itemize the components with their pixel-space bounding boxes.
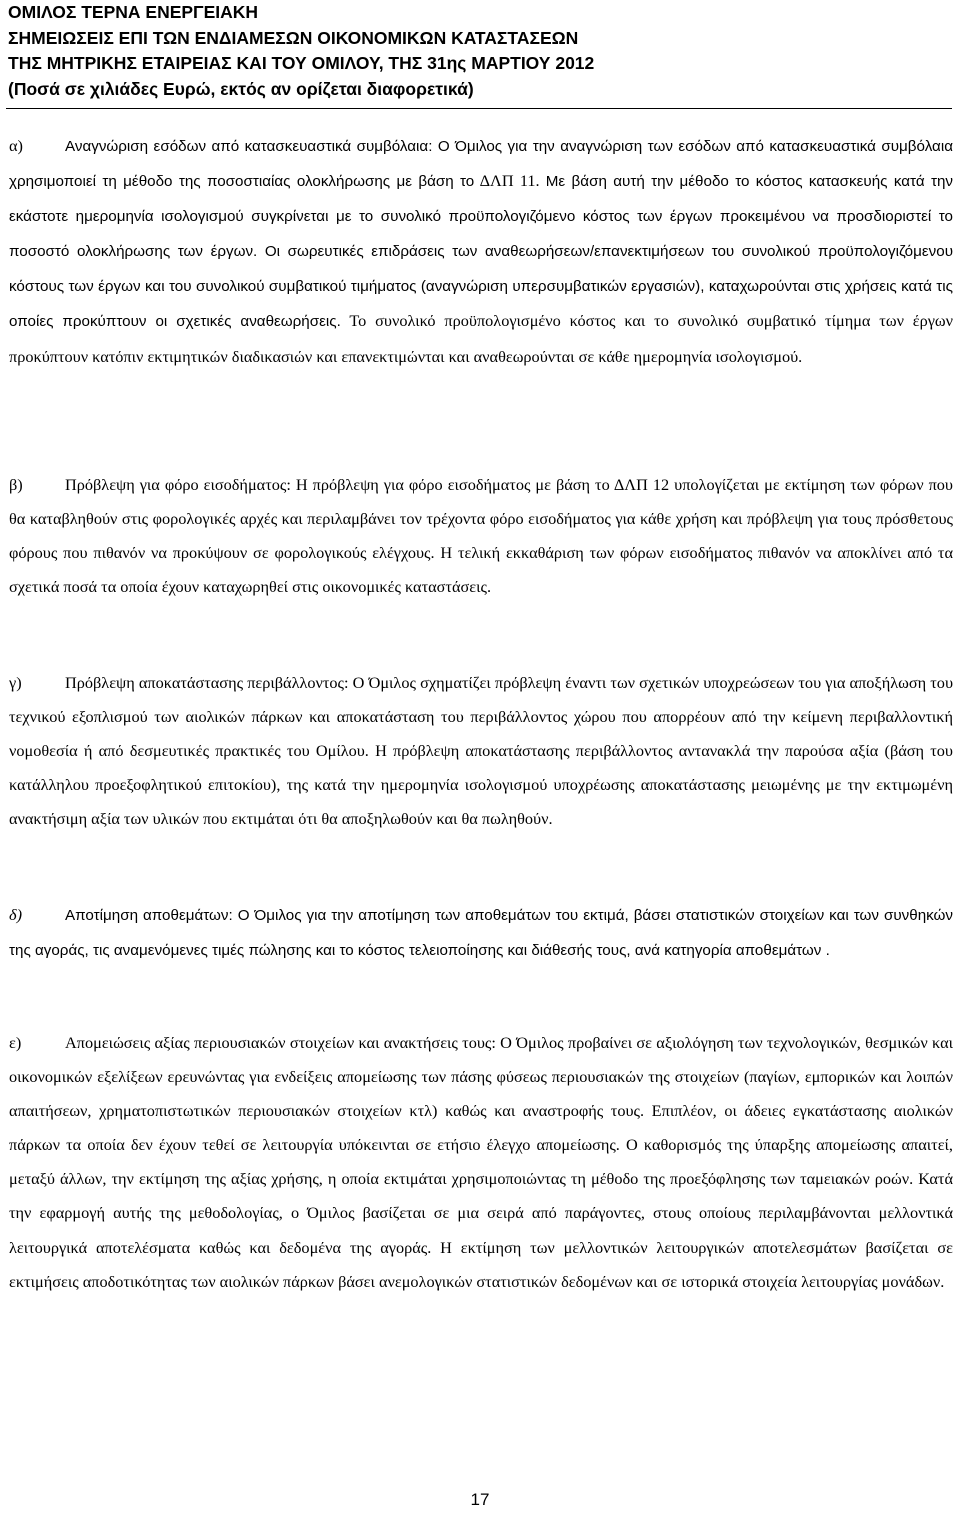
section-c-paragraph: [9, 666, 953, 836]
section-a-label: α): [9, 136, 23, 155]
section-a-text-part1: Αναγνώριση εσόδων από κατασκευαστικά συμβόλαια: Ο Όμιλος για την αναγνώριση των εσόδων από κατασκευαστικά συμβόλαια χρησιμοποιεί τη μέθοδο της ποσοστιαίας ολοκλήρωσης με βάση το: [9, 138, 953, 191]
header-divider: [6, 108, 952, 109]
document-header: [8, 0, 948, 102]
section-c-label: γ): [9, 673, 22, 692]
section-b-label: β): [9, 475, 23, 494]
section-e: [9, 1026, 953, 1299]
section-e-paragraph: [9, 1026, 953, 1299]
section-a-text-part2: ΔΛΠ 11.: [474, 171, 546, 191]
section-e-text: Απομειώσεις αξίας περιουσιακών στοιχείων και ανακτήσεις τους: Ο Όμιλος προβαίνει σε αξιολόγηση των τεχνολογικών, θεσμικών και οικονομικών εξελίξεων ερευνώντας για ενδείξεις απομείωσης των πάσης φύσεως περιουσιακών της στοιχείων (παγίων, εμπορικών και λοιπών απαιτήσεων, χρηματοπιστωτικών περιουσιακών στοιχείων κτλ) καθώς και αναστροφής τους. Επιπλέον, οι άδειες εγκατάστασης αιολικών πάρκων τα οποία δεν έχουν τεθεί σε λειτουργία υπόκεινται σε ετήσιο έλεγχο απομείωσης. Ο καθορισμός της ύπαρξης απομείωσης απαιτεί, μεταξύ άλλων, την εκτίμηση της αξίας χρήσης, η οποία εκτιμάται χρησιμοποιώντας τη μέθοδο της προεξόφλησης των ταμειακών ροών. Κατά την εφαρμογή αυτής της μεθοδολογίας, ο Όμιλος βασίζεται σε μια σειρά από παράγοντες, στους οποίους περιλαμβάνονται μελλοντικά λειτουργικά αποτελέσματα καθώς και δεδομένα της αγοράς. Η εκτίμηση των μελλοντικών λειτουργικών αποτελεσμάτων βασίζεται σε εκτιμήσεις αποδοτικότητας των αιολικών πάρκων βάσει ανεμολογικών στατιστικών δεδομένων και σε ιστορικά στοιχεία λειτουργίας μονάδων.: [9, 1033, 953, 1291]
section-d: [9, 898, 953, 968]
section-a: [9, 129, 953, 374]
page-number: 17: [470, 1490, 490, 1509]
section-a-text-part3: Με βάση αυτή την μέθοδο το κόστος κατασκευής κατά την εκάστοτε ημερομηνία ισολογισμού συγκρίνεται με το συνολικό προϋπολογιζόμενο κόστος των έργων προκειμένου να προσδιοριστεί το ποσοστό ολοκλήρωσης των έργων. Οι σωρευτικές επιδράσεις των αναθεωρήσεων/επανεκτιμήσεων του συνολικού προϋπολογιζόμενου κόστους των έργων και του συνολικού συμβατικού τιμήματος (αναγνώριση υπερσυμβατικών εργασιών), καταχωρούνται στις χρήσεις κατά τις οποίες προκύπτουν οι σχετικές αναθεωρήσεις.: [9, 173, 954, 331]
section-e-label: ε): [9, 1033, 22, 1052]
section-d-text: Αποτίμηση αποθεμάτων: Ο Όμιλος για την αποτίμηση των αποθεμάτων του εκτιμά, βάσει στατιστικών στοιχείων και των συνθηκών της αγοράς, τις αναμενόμενες τιμές πώλησης και το κόστος τελειοποίησης και διάθεσής τους, ανά κατηγορία αποθεμάτων .: [9, 907, 953, 960]
amounts-note: (Ποσά σε χιλιάδες Ευρώ, εκτός αν ορίζεται διαφορετικά): [8, 78, 474, 99]
section-c-text: Πρόβλεψη αποκατάστασης περιβάλλοντος: Ο Όμιλος σχηματίζει πρόβλεψη έναντι των σχετικών υποχρεώσεων του για αποξήλωση του τεχνικού εξοπλισμού των αιολικών πάρκων και αποκατάσταση του περιβάλλοντος χώρου που απορρέουν από την κείμενη περιβαλλοντική νομοθεσία ή από δεσμευτικές πρακτικές του Ομίλου. Η πρόβλεψη αποκατάστασης περιβάλλοντος αντανακλά την παρούσα αξία (βάση του κατάλληλου προεξοφλητικού επιτοκίου), της κατά την ημερομηνία ισολογισμού υποχρέωσης αποκατάστασης μειωμένης με την εκτιμωμένη ανακτήσιμη αξία των υλικών που εκτιμάται ότι θα αποξηλωθούν και θα πωληθούν.: [9, 673, 953, 829]
section-b-paragraph: [9, 468, 953, 604]
document-title: ΣΗΜΕΙΩΣΕΙΣ ΕΠΙ ΤΩΝ ΕΝΔΙΑΜΕΣΩΝ ΟΙΚΟΝΟΜΙΚΩΝ ΚΑΤΑΣΤΑΣΕΩΝ: [8, 27, 579, 48]
section-b: [9, 468, 953, 604]
section-a-paragraph: [9, 129, 953, 374]
company-name: ΟΜΙΛΟΣ ΤΕΡΝΑ ΕΝΕΡΓΕΙΑΚΗ: [8, 2, 259, 22]
section-a-text-part4: Το συνολικό προϋπολογισμένο κόστος και το συνολικό συμβατικό τίμημα των έργων προκύπτουν κατόπιν εκτιμητικών διαδικασιών και επανεκτιμώνται και αναθεωρούνται σε κάθε ημερομηνία ισολογισμού.: [9, 311, 953, 366]
section-d-label: δ): [9, 905, 22, 924]
section-b-text: Πρόβλεψη για φόρο εισοδήματος: Η πρόβλεψη για φόρο εισοδήματος με βάση το ΔΛΠ 12 υπολογίζεται με εκτίμηση των φόρων που θα καταβληθούν στις φορολογικές αρχές και περιλαμβάνει τον τρέχοντα φόρο εισοδήματος για κάθε χρήση και πρόβλεψη για τους πρόσθετους φόρους που πιθανόν να προκύψουν σε φορολογικούς ελέγχους. Η τελική εκκαθάριση των φόρων εισοδήματος πιθανόν να αποκλίνει από τα σχετικά ποσά τα οποία έχουν καταχωρηθεί στις οικονομικές καταστάσεις.: [9, 475, 953, 597]
section-d-paragraph: [9, 898, 953, 968]
document-subtitle: ΤΗΣ ΜΗΤΡΙΚΗΣ ΕΤΑΙΡΕΙΑΣ ΚΑΙ ΤΟΥ ΟΜΙΛΟΥ, ΤΗΣ 31ης ΜΑΡΤΙΟΥ 2012: [8, 53, 595, 73]
section-c: [9, 666, 953, 836]
